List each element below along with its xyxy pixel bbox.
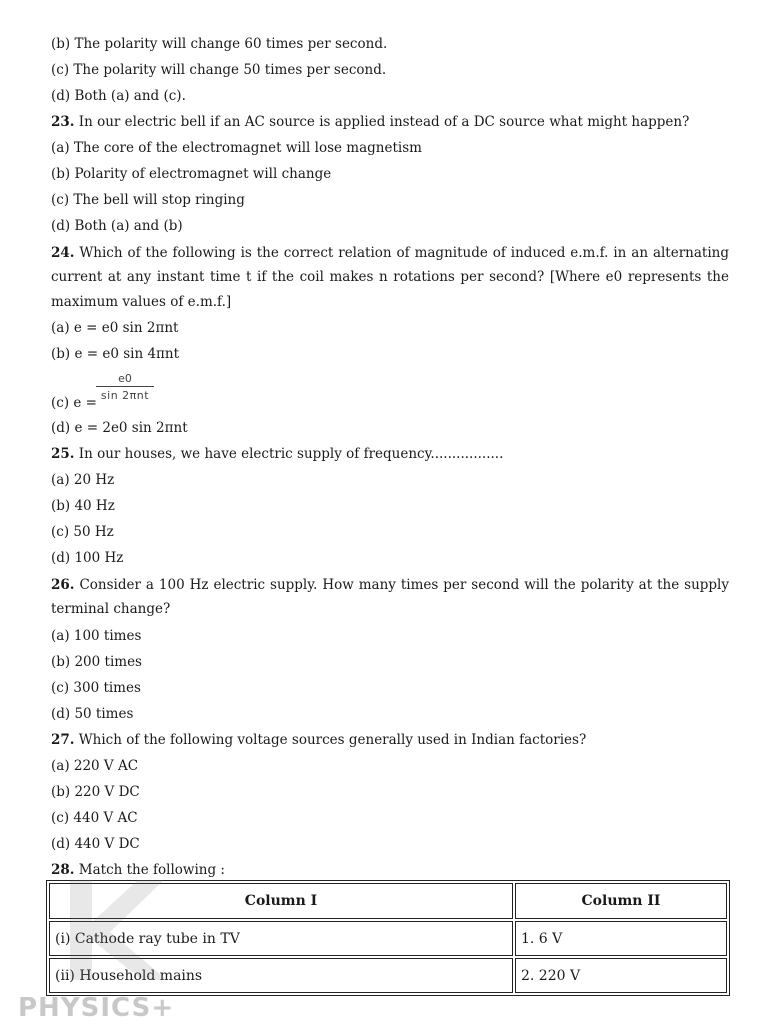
column-1-header: Column I — [49, 883, 513, 919]
q28-question — [51, 861, 225, 879]
q28-number: 28. — [51, 862, 75, 878]
q27-question — [51, 731, 586, 749]
q22-option-c: (c) The polarity will change 50 times per second. — [51, 62, 387, 78]
q26-question-line2: terminal change? — [51, 601, 171, 617]
q25-question — [51, 445, 503, 463]
q24-text-1: Which of the following is the correct relation of magnitude of induced e.m.f. in an alternating — [74, 245, 729, 261]
q24-option-a: (a) e = e0 sin 2πnt — [51, 320, 179, 336]
table-row — [49, 921, 727, 956]
q27-number: 27. — [51, 732, 75, 748]
q25-number: 25. — [51, 446, 75, 462]
q25-option-d: (d) 100 Hz — [51, 550, 124, 566]
q24-option-c-fraction — [96, 372, 154, 404]
q25-option-b: (b) 40 Hz — [51, 498, 115, 514]
fraction-numerator: e0 — [96, 372, 154, 387]
table-row — [49, 958, 727, 993]
q27-option-b: (b) 220 V DC — [51, 784, 140, 800]
column-2-header: Column II — [515, 883, 727, 919]
q23-question — [51, 113, 689, 131]
q24-question-line1 — [51, 244, 729, 262]
q22-option-b: (b) The polarity will change 60 times per second. — [51, 36, 388, 52]
q23-option-d: (d) Both (a) and (b) — [51, 218, 183, 234]
table-cell-col2: 1. 6 V — [515, 921, 727, 956]
q22-option-d: (d) Both (a) and (c). — [51, 88, 186, 104]
table-header-row — [49, 883, 727, 919]
q23-option-a: (a) The core of the electromagnet will lose magnetism — [51, 140, 422, 156]
q26-option-c: (c) 300 times — [51, 680, 141, 696]
q24-question-line2: current at any instant time t if the coil makes n rotations per second? [Where e0 represents the — [51, 269, 729, 285]
q26-option-a: (a) 100 times — [51, 628, 142, 644]
table-cell-col1: (ii) Household mains — [49, 958, 513, 993]
q27-option-d: (d) 440 V DC — [51, 836, 140, 852]
q24-number: 24. — [51, 245, 75, 261]
q24-question-line3: maximum values of e.m.f.] — [51, 294, 232, 310]
fraction-denominator: sin 2πnt — [100, 389, 150, 402]
q26-text-1: Consider a 100 Hz electric supply. How many times per second will the polarity at the supply — [74, 577, 729, 593]
q27-option-a: (a) 220 V AC — [51, 758, 139, 774]
q25-text: In our houses, we have electric supply of frequency................. — [74, 446, 504, 462]
q28-text: Match the following : — [74, 862, 225, 878]
q27-option-c: (c) 440 V AC — [51, 810, 138, 826]
q25-option-a: (a) 20 Hz — [51, 472, 115, 488]
q24-option-d: (d) e = 2e0 sin 2πnt — [51, 420, 188, 436]
q26-option-d: (d) 50 times — [51, 706, 134, 722]
match-table — [46, 880, 730, 996]
q25-option-c: (c) 50 Hz — [51, 524, 114, 540]
q26-number: 26. — [51, 577, 75, 593]
q23-text: In our electric bell if an AC source is applied instead of a DC source what might happen? — [74, 114, 690, 130]
q23-number: 23. — [51, 114, 75, 130]
q26-option-b: (b) 200 times — [51, 654, 142, 670]
q23-option-c: (c) The bell will stop ringing — [51, 192, 245, 208]
q27-text: Which of the following voltage sources generally used in Indian factories? — [74, 732, 587, 748]
q23-option-b: (b) Polarity of electromagnet will change — [51, 166, 332, 182]
q24-option-b: (b) e = e0 sin 4πnt — [51, 346, 180, 362]
q26-question-line1 — [51, 576, 729, 594]
table-cell-col2: 2. 220 V — [515, 958, 727, 993]
q24-option-c: (c) e = — [51, 395, 97, 411]
table-cell-col1: (i) Cathode ray tube in TV — [49, 921, 513, 956]
watermark-text: PHYSICS+ — [18, 993, 175, 1023]
